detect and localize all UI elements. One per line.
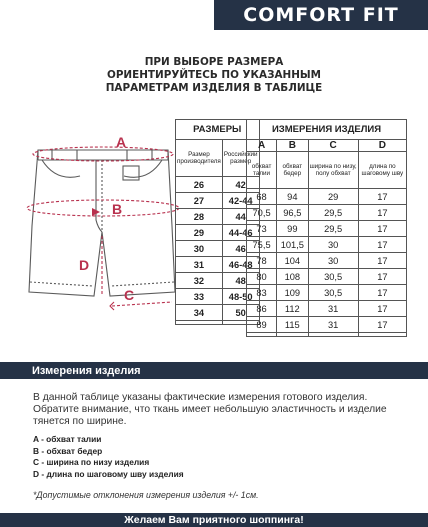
table-row <box>247 189 407 205</box>
hem-measure-line <box>112 302 172 306</box>
maker-size-cell: 32 <box>176 273 223 289</box>
measure-subheader: обхват бедер <box>277 152 308 189</box>
table-spacer <box>308 333 358 337</box>
measure-cell: 31 <box>308 301 358 317</box>
measure-cell: 86 <box>247 301 277 317</box>
measure-cell: 17 <box>358 221 406 237</box>
notice-line-1: ПРИ ВЫБОРЕ РАЗМЕРА <box>144 56 284 68</box>
measure-cell: 17 <box>358 237 406 253</box>
measure-cell: 78 <box>247 253 277 269</box>
label-a: A <box>116 136 127 150</box>
measure-cell: 17 <box>358 253 406 269</box>
maker-size-cell: 29 <box>176 225 223 241</box>
measurements-table <box>246 119 407 337</box>
maker-size-cell: 26 <box>176 177 223 193</box>
measure-cell: 68 <box>247 189 277 205</box>
measure-cell: 99 <box>277 221 308 237</box>
measure-cell: 17 <box>358 189 406 205</box>
measure-cell: 94 <box>277 189 308 205</box>
measure-cell: 109 <box>277 285 308 301</box>
russian-size-cell: 46-48 <box>222 257 259 273</box>
measure-letter-header: C <box>308 140 358 152</box>
table-row <box>247 317 407 333</box>
maker-size-header: Размер производителя <box>176 140 223 177</box>
table-spacer <box>358 333 406 337</box>
measure-subheader: длина по шаговому шву <box>358 152 406 189</box>
sizes-table-header: РАЗМЕРЫ <box>176 120 260 140</box>
measure-subheader: обхват талии <box>247 152 277 189</box>
measure-cell: 101,5 <box>277 237 308 253</box>
label-d: D <box>79 257 90 273</box>
measure-cell: 29,5 <box>308 205 358 221</box>
table-spacer <box>247 333 277 337</box>
russian-size-header: Российский размер <box>222 140 259 177</box>
measure-cell: 17 <box>358 285 406 301</box>
russian-size-cell: 42 <box>222 177 259 193</box>
section-header: Измерения изделия <box>0 362 428 379</box>
measure-cell: 96,5 <box>277 205 308 221</box>
measurements-table-header: ИЗМЕРЕНИЯ ИЗДЕЛИЯ <box>247 120 407 140</box>
measure-cell: 104 <box>277 253 308 269</box>
measure-cell: 31 <box>308 317 358 333</box>
measure-subheader: ширина по низу, полу обхват <box>308 152 358 189</box>
legend-item: C - ширина по низу изделия <box>33 457 150 467</box>
maker-size-cell: 34 <box>176 305 223 321</box>
legend-item: D - длина по шаговому шву изделия <box>33 468 184 479</box>
table-spacer <box>277 333 308 337</box>
notice-line-3: ПАРАМЕТРАМ ИЗДЕЛИЯ В ТАБЛИЦЕ <box>105 82 323 94</box>
russian-size-cell: 44-46 <box>222 225 259 241</box>
notice-line-2: ОРИЕНТИРУЙТЕСЬ ПО УКАЗАННЫМ <box>106 69 321 81</box>
shorts-illustration <box>22 136 182 326</box>
measure-cell: 115 <box>277 317 308 333</box>
russian-size-cell: 44 <box>222 209 259 225</box>
hip-measure-line <box>27 200 179 216</box>
maker-size-cell: 28 <box>176 209 223 225</box>
description-line-1: В данной таблице указаны фактические измерения готового изделия. <box>33 392 368 403</box>
table-row <box>247 221 407 237</box>
maker-size-cell: 33 <box>176 289 223 305</box>
table-row <box>247 253 407 269</box>
label-b: B <box>112 201 123 217</box>
label-c: C <box>124 287 135 303</box>
measure-cell: 73 <box>247 221 277 237</box>
table-row <box>247 269 407 285</box>
maker-size-cell: 30 <box>176 241 223 257</box>
legend-item: A - обхват талии <box>33 434 102 444</box>
legend-item: B - обхват бедер <box>33 445 103 456</box>
measure-cell: 17 <box>358 269 406 285</box>
measure-cell: 75,5 <box>247 237 277 253</box>
measure-cell: 17 <box>358 205 406 221</box>
russian-size-cell: 46 <box>222 241 259 257</box>
table-row <box>247 301 407 317</box>
table-row <box>247 205 407 221</box>
measure-cell: 17 <box>358 317 406 333</box>
measure-cell: 30 <box>308 253 358 269</box>
measurement-legend <box>33 434 184 480</box>
measure-cell: 108 <box>277 269 308 285</box>
tolerance-footnote: *Допустимые отклонения измерения изделия +/- 1см. <box>33 490 259 500</box>
size-notice <box>0 56 428 95</box>
measure-cell: 83 <box>247 285 277 301</box>
section-description <box>33 392 415 428</box>
measure-cell: 30,5 <box>308 285 358 301</box>
description-line-2: Обратите внимание, что ткань имеет небольшую эластичность и изделие тянется по ширине. <box>33 404 387 427</box>
measure-cell: 30,5 <box>308 269 358 285</box>
maker-size-cell: 31 <box>176 257 223 273</box>
russian-size-cell: 48-50 <box>222 289 259 305</box>
measure-cell: 30 <box>308 237 358 253</box>
russian-size-cell: 50 <box>222 305 259 321</box>
measure-cell: 89 <box>247 317 277 333</box>
measure-letter-header: B <box>277 140 308 152</box>
shorts-outline <box>29 150 175 296</box>
measure-cell: 29 <box>308 189 358 205</box>
measure-cell: 17 <box>358 301 406 317</box>
footer-banner: Желаем Вам приятного шоппинга! <box>0 513 428 527</box>
measure-cell: 29,5 <box>308 221 358 237</box>
measure-letter-header: D <box>358 140 406 152</box>
russian-size-cell: 42-44 <box>222 193 259 209</box>
measure-cell: 80 <box>247 269 277 285</box>
measure-cell: 70,5 <box>247 205 277 221</box>
measure-letter-header: A <box>247 140 277 152</box>
table-row <box>247 237 407 253</box>
table-spacer <box>176 321 223 325</box>
maker-size-cell: 27 <box>176 193 223 209</box>
russian-size-cell: 48 <box>222 273 259 289</box>
table-row <box>247 285 407 301</box>
measure-cell: 112 <box>277 301 308 317</box>
page-title: COMFORT FIT <box>214 0 428 30</box>
